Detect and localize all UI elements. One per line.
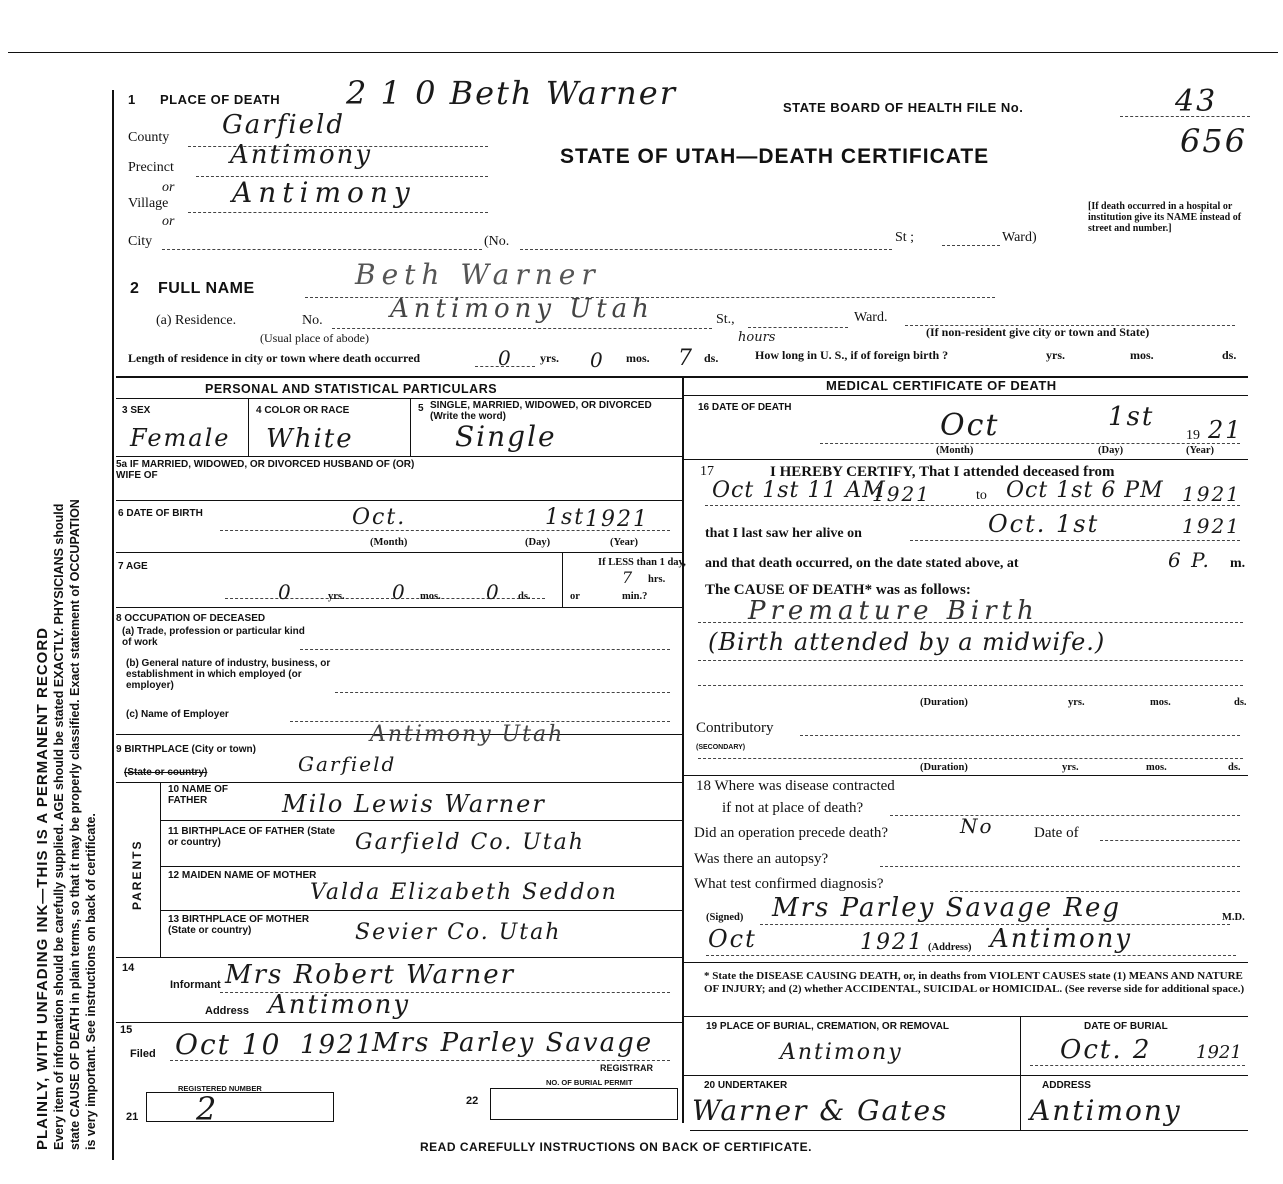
h-parents-2: [160, 866, 682, 867]
less-min: min.?: [622, 591, 648, 602]
burial-permit-label: NO. OF BURIAL PERMIT: [546, 1078, 633, 1087]
test-label: What test confirmed diagnosis?: [694, 876, 884, 892]
occupation-b: (b) General nature of industry, business, or establishment in which employed (or employer): [126, 658, 331, 691]
signed-address-label: (Address): [928, 942, 972, 953]
duration-2-ds: ds.: [1228, 762, 1241, 773]
file-no-label: STATE BOARD OF HEALTH FILE No.: [783, 100, 1024, 115]
und-address-value: Antimony: [1030, 1094, 1182, 1127]
dob-month-label: (Month): [370, 537, 408, 548]
file-no-2: 656: [1180, 122, 1248, 160]
age-mos: mos.: [420, 591, 441, 602]
h-left-3: [116, 500, 682, 501]
margin-line-4: is very important. See instructions on back of certificate.: [84, 813, 98, 1150]
contributory-line: [800, 735, 1240, 736]
cause-line-3: [698, 685, 1243, 686]
foreign-label: How long in U. S., if of foreign birth ?: [755, 348, 949, 362]
village-label: Village: [128, 196, 169, 211]
frame-top: [8, 52, 1278, 53]
occurred-time: 6 P.: [1168, 548, 1211, 572]
frame-left: [112, 90, 114, 1160]
operation-value: No: [960, 814, 994, 838]
h-right-4: [684, 962, 1248, 963]
signed-date-line: [706, 955, 1236, 956]
full-name-num: 2: [130, 280, 140, 297]
place-of-death-label: PLACE OF DEATH: [160, 92, 281, 107]
place-of-death-num: 1: [128, 92, 136, 107]
certify-from-year: 1921: [872, 482, 931, 506]
mother-label: 12 MAIDEN NAME OF MOTHER: [168, 870, 317, 881]
sex-label: 3 SEX: [122, 405, 151, 416]
city-no-label: (No.: [484, 234, 510, 249]
h-left-9: [116, 1022, 682, 1023]
footnote: * State the DISEASE CAUSING DEATH, or, in deaths from VIOLENT CAUSES state (1) MEANS AND NATURE OF INJURY; and (2) whether ACCIDENTAL, SUICIDAL or HOMICIDAL. (See reverse side for additional space.): [704, 970, 1245, 995]
burial-date-value: Oct. 2: [1060, 1035, 1152, 1065]
informant-address-label: Address: [205, 1005, 250, 1017]
h-left-7: [116, 782, 682, 783]
contributory-secondary: (SECONDARY): [696, 744, 746, 751]
usual-abode: (Usual place of abode): [260, 331, 369, 345]
last-saw-label: that I last saw her alive on: [705, 526, 862, 541]
occurred-m: m.: [1230, 556, 1246, 571]
certify-to-label: to: [976, 488, 987, 503]
residence-st: St.,: [716, 312, 735, 327]
filed-date: Oct 10: [175, 1028, 282, 1061]
less-hrs: hrs.: [648, 574, 666, 585]
cause-note: (Birth attended by a midwife.): [708, 628, 1106, 656]
precinct-value: Antimony: [230, 140, 373, 170]
v-center: [682, 378, 684, 1123]
dob-label: 6 DATE OF BIRTH: [118, 508, 203, 519]
village-line: [188, 212, 488, 213]
h-left-1: [116, 398, 682, 399]
full-name-value: Beth Warner: [355, 258, 601, 291]
length-residence-label: Length of residence in city or town where death occurred: [128, 351, 421, 365]
father-bp-label: 11 BIRTHPLACE OF FATHER (State or country): [168, 826, 336, 848]
occurred-label: and that death occurred, on the date stated above, at: [705, 556, 1019, 571]
village-value: Antimony: [232, 176, 416, 209]
city-st-label: St ;: [895, 230, 915, 245]
residence-label: (a) Residence.: [156, 313, 237, 328]
residence-line: [332, 328, 712, 329]
length-yrs: yrs.: [540, 351, 559, 365]
personal-heading: PERSONAL AND STATISTICAL PARTICULARS: [205, 382, 498, 396]
death-day: 1st: [1108, 402, 1155, 432]
reg-number-label: REGISTERED NUMBER: [178, 1084, 262, 1093]
h-left-8: [116, 957, 682, 958]
autopsy-line: [880, 866, 1240, 867]
duration-1-ds: ds.: [1234, 697, 1247, 708]
or-2: or: [162, 214, 175, 229]
age-label: 7 AGE: [118, 561, 148, 572]
certify-line-1: [705, 505, 1240, 506]
burial-permit-box: [490, 1088, 678, 1120]
birthplace-label: 9 BIRTHPLACE (City or town): [116, 744, 256, 755]
death-month-label: (Month): [936, 445, 974, 456]
certify-from: Oct 1st 11 AM: [712, 478, 886, 503]
foreign-yrs: yrs.: [1046, 348, 1065, 362]
cause-line-2: [698, 660, 1243, 661]
v-left-age: [562, 552, 563, 607]
dob-year: 1921: [585, 507, 649, 532]
marital-label: SINGLE, MARRIED, WIDOWED, OR DIVORCED (Write the word): [430, 400, 652, 422]
q18-b: if not at place of death?: [722, 800, 864, 816]
precinct-label: Precinct: [128, 160, 174, 175]
certify-num: 17: [700, 464, 714, 479]
filed-label: Filed: [130, 1048, 156, 1060]
q18-a: 18 Where was disease contracted: [696, 778, 895, 794]
dob-month: Oct.: [352, 505, 407, 530]
informant-num: 14: [122, 962, 135, 974]
margin-line-1: PLAINLY, WITH UNFADING INK—THIS IS A PERMANENT RECORD: [34, 626, 51, 1150]
h-right-1: [684, 395, 1248, 396]
v-left-sex: [248, 398, 249, 456]
less-hrs-value: 7: [622, 568, 635, 587]
informant-address: Antimony: [268, 990, 411, 1020]
last-saw-year: 1921: [1182, 514, 1241, 538]
less-or: or: [570, 591, 580, 602]
v-left-color: [410, 398, 411, 456]
test-line: [950, 891, 1240, 892]
cause-value: Premature Birth: [748, 596, 1039, 626]
city-ward-line: [942, 245, 1000, 246]
death-day-label: (Day): [1098, 445, 1124, 456]
h-bottom: [690, 1130, 1248, 1131]
last-saw-line: [910, 540, 1240, 541]
mother-bp-value: Sevier Co. Utah: [355, 920, 562, 945]
length-yrs-value: 0: [498, 346, 513, 370]
file-no: 43: [1175, 84, 1218, 119]
age-yrs: yrs.: [328, 591, 345, 602]
signed-label: (Signed): [706, 912, 744, 923]
birthplace-state-label: (State or country): [124, 767, 208, 778]
dob-year-label: (Year): [610, 537, 638, 548]
marital-value: Single: [455, 420, 557, 453]
color-label: 4 COLOR OR RACE: [256, 405, 350, 416]
death-year-label: (Year): [1186, 445, 1214, 456]
footer-instructions: READ CAREFULLY INSTRUCTIONS ON BACK OF CERTIFICATE.: [420, 1140, 812, 1154]
county-value: Garfield: [222, 110, 345, 140]
duration-1-mos: mos.: [1150, 697, 1171, 708]
duration-2: (Duration): [920, 762, 968, 773]
h-right-2: [684, 459, 1248, 460]
father-bp-value: Garfield Co. Utah: [355, 830, 585, 855]
v-right-burial: [1020, 1016, 1021, 1130]
duration-1: (Duration): [920, 697, 968, 708]
father-label: 10 NAME OF FATHER: [168, 784, 229, 806]
spouse-label: 5a IF MARRIED, WIDOWED, OR DIVORCED HUSBAND OF (OR) WIFE OF: [116, 459, 415, 481]
city-ward-label: Ward): [1002, 230, 1037, 245]
death-date-line: [820, 443, 1240, 444]
certify-to-year: 1921: [1182, 482, 1241, 506]
box-22-label: 22: [466, 1095, 479, 1107]
residence-ward: Ward.: [854, 310, 888, 325]
age-ds-value: 0: [486, 580, 501, 604]
burial-date-line: [1030, 1065, 1245, 1066]
burial-date-label: DATE OF BURIAL: [1084, 1021, 1168, 1032]
last-saw-date: Oct. 1st: [988, 510, 1100, 538]
h-left-4: [116, 552, 682, 553]
filed-num: 15: [120, 1024, 133, 1036]
h-left-2: [116, 456, 682, 457]
dob-day: 1st: [545, 505, 586, 530]
death-date-label: 16 DATE OF DEATH: [698, 402, 792, 413]
contributory-label: Contributory: [696, 720, 774, 736]
cause-line-1: [698, 622, 1243, 623]
age-ds: ds.: [518, 591, 531, 602]
contributory-line-2: [698, 758, 1243, 759]
length-ds-unit: hours: [738, 330, 776, 345]
residence-value: Antimony Utah: [390, 294, 654, 324]
certify-to: Oct 1st 6 PM: [1006, 478, 1164, 503]
sex-value: Female: [130, 424, 231, 452]
undertaker-label: 20 UNDERTAKER: [704, 1080, 788, 1091]
or-1: or: [162, 180, 175, 195]
length-mos-value: 0: [590, 348, 605, 372]
signed-md: M.D.: [1222, 912, 1245, 923]
death-year: 21: [1208, 416, 1243, 444]
duration-2-yrs: yrs.: [1062, 762, 1079, 773]
occupation-a: (a) Trade, profession or particular kind of work: [122, 626, 305, 648]
parents-label: PARENTS: [130, 839, 144, 910]
duration-1-yrs: yrs.: [1068, 697, 1085, 708]
undertaker-value: Warner & Gates: [692, 1094, 949, 1127]
occupation-b-line: [335, 692, 670, 693]
autopsy-label: Was there an autopsy?: [694, 851, 829, 867]
length-ds: ds.: [704, 351, 719, 365]
less-than-label: If LESS than 1 day,: [598, 557, 686, 568]
mother-value: Valda Elizabeth Seddon: [310, 880, 618, 905]
op-date-line: [1100, 840, 1240, 841]
full-name-label: FULL NAME: [158, 280, 255, 297]
death-year-prefix: 19: [1186, 428, 1200, 443]
h-right-3: [684, 775, 1248, 776]
burial-place-value: Antimony: [780, 1040, 903, 1065]
op-date-label: Date of: [1034, 825, 1079, 841]
length-ds-value: 7: [678, 346, 694, 371]
certificate-title: STATE OF UTAH—DEATH CERTIFICATE: [560, 145, 990, 168]
signed-year: 1921: [860, 930, 924, 955]
v-parents: [160, 782, 161, 957]
filed-year: 1921: [300, 1030, 375, 1060]
margin-line-2: Every item of information should be carefully supplied. AGE should be stated EXACTLY. PHYSICIANS should: [52, 503, 66, 1150]
h-parents-3: [160, 910, 682, 911]
city-line: [162, 249, 482, 250]
length-mos: mos.: [626, 351, 650, 365]
mother-bp-label: 13 BIRTHPLACE OF MOTHER (State or country): [168, 914, 310, 936]
registrar-label: REGISTRAR: [600, 1063, 654, 1073]
birthplace-city: Antimony Utah: [370, 722, 565, 747]
occupation-a-line: [300, 649, 670, 650]
county-label: County: [128, 130, 170, 145]
city-no-line: [520, 249, 892, 250]
residence-ward-line: [748, 327, 848, 328]
age-yrs-value: 0: [278, 580, 293, 604]
h-left-5: [116, 607, 682, 608]
burial-year-value: 1921: [1196, 1042, 1242, 1063]
occupation-label: 8 OCCUPATION OF DECEASED: [116, 613, 266, 624]
signed-month: Oct: [708, 925, 757, 953]
foreign-mos: mos.: [1130, 348, 1154, 362]
burial-place-label: 19 PLACE OF BURIAL, CREMATION, OR REMOVAL: [706, 1021, 949, 1032]
h-parents-1: [160, 820, 682, 821]
color-value: White: [266, 424, 354, 454]
reg-number-box: [146, 1092, 334, 1122]
marital-num: 5: [418, 403, 424, 414]
age-mos-value: 0: [392, 580, 407, 604]
h-right-6: [684, 1075, 1248, 1076]
city-label: City: [128, 234, 153, 249]
medical-heading: MEDICAL CERTIFICATE OF DEATH: [826, 378, 1057, 393]
birthplace-state: Garfield: [298, 752, 397, 776]
operation-label: Did an operation precede death?: [694, 825, 889, 841]
reg-number-value: 2: [196, 1090, 219, 1128]
signed-value: Mrs Parley Savage Reg: [772, 893, 1121, 923]
informant-label: Informant: [170, 979, 221, 991]
death-month: Oct: [940, 408, 1000, 443]
place-of-death-value: 2 1 0 Beth Warner: [346, 74, 678, 112]
margin-line-3: state CAUSE OF DEATH in plain terms, so that it may be properly classified. Exact statement of OCCUPATION: [68, 499, 82, 1150]
box-21-label: 21: [126, 1111, 139, 1123]
registrar-value: Mrs Parley Savage: [372, 1028, 654, 1058]
occupation-c: (c) Name of Employer: [126, 709, 229, 720]
und-address-label: ADDRESS: [1042, 1080, 1091, 1091]
nonresident-note: (If non-resident give city or town and State): [926, 325, 1150, 339]
dob-day-label: (Day): [525, 537, 551, 548]
duration-2-mos: mos.: [1146, 762, 1167, 773]
residence-no-label: No.: [302, 313, 323, 328]
informant-value: Mrs Robert Warner: [225, 960, 516, 990]
cause-label: The CAUSE OF DEATH* was as follows:: [705, 582, 971, 598]
q18-line: [890, 815, 1240, 816]
h-right-5: [684, 1016, 1248, 1017]
father-value: Milo Lewis Warner: [282, 790, 546, 818]
foreign-ds: ds.: [1222, 348, 1237, 362]
signed-address: Antimony: [990, 924, 1133, 954]
certify-text: I HEREBY CERTIFY, That I attended deceased from: [770, 464, 1115, 480]
hospital-note: [If death occurred in a hospital or institution give its NAME instead of street and number.]: [1088, 201, 1242, 234]
